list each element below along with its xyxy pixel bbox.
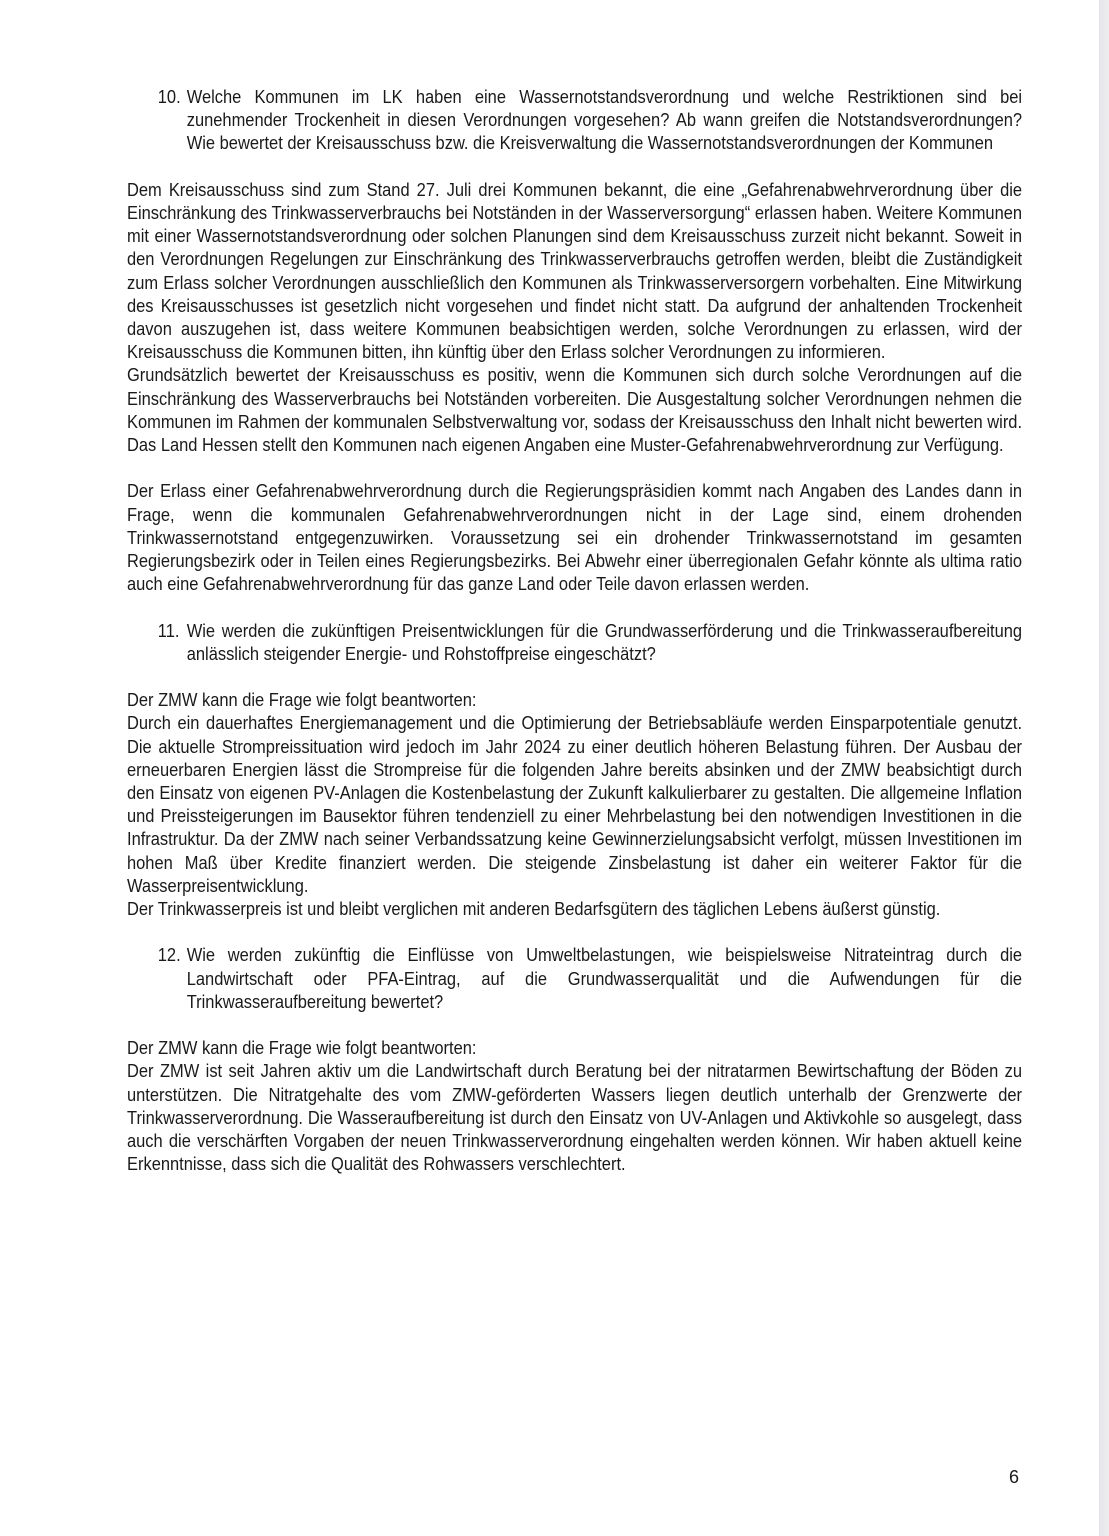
question-number: 10. xyxy=(157,87,181,107)
question-number: 11. xyxy=(157,620,180,641)
answer-paragraph: Der Trinkwasserpreis ist und bleibt verglichen mit anderen Bedarfsgütern des täglichen Lebens äußerst günstig. xyxy=(127,899,941,920)
question-number: 12. xyxy=(157,945,181,966)
answer-paragraph: Der ZMW ist seit Jahren aktiv um die Landwirtschaft durch Beratung bei der nitratarmen Bewirtschaftung der Böden zu unterstützen. Die Nitratgehalte des vom ZMW-geförderten Wassers liegen deutlich unterhalb der Grenzwerte der Trinkwasserverordnung. Die Wasseraufbereitung ist durch den Einsatz von UV-Anlagen und Aktivkohle so ausgelegt, dass auch die verschärften Vorgaben der neuen Trinkwasserverordnung eingehalten werden können. Wir haben aktuell keine Erkenntnisse, dass sich die Qualität des Rohwassers verschlechtert. xyxy=(127,1061,1023,1175)
answer-paragraph: Grundsätzlich bewertet der Kreisausschuss es positiv, wenn die Kommunen sich durch solche Verordnungen auf die Einschränkung des Wasserverbrauchs bei Notständen vorbereiten. Die Ausgestaltung solcher Verordnungen nehmen die Kommunen im Rahmen der kommunalen Selbstverwaltung vor, sodass der Kreisausschuss den Inhalt nicht bewerten wird. Das Land Hessen stellt den Kommunen nach eigenen Angaben eine Muster-Gefahrenabwehrverordnung zur Verfügung. xyxy=(127,365,1023,456)
question-text: Welche Kommunen im LK haben eine Wassernotstandsverordnung und welche Restriktionen sind bei zunehmender Trockenheit in diesen Verordnungen vorgesehen? Ab wann greifen die Notstandsverordnungen? Wie bewertet der Kreisausschuss bzw. die Kreisverwaltung die Wassernotstandsverordnungen der Kommunen xyxy=(186,87,1023,154)
answer-paragraph: Durch ein dauerhaftes Energiemanagement und die Optimierung der Betriebsabläufe werden Einsparpotentiale genutzt. Die aktuelle Strompreissituation wird jedoch im Jahr 2024 zu einer deutlich höheren Belastung führen. Der Ausbau der erneuerbaren Energien lässt die Strompreise für die folgenden Jahre bereits absinken und der ZMW beabsichtigt durch den Einsatz von eigenen PV-Anlagen die Kostenbelastung der Zukunft kalkulierbarer zu gestalten. Die allgemeine Inflation und Preissteigerungen im Bausektor führen tendenziell zu einer Mehrbelastung bei den notwendigen Investitionen in die Infrastruktur. Da der ZMW nach seiner Verbandssatzung keine Gewinnerzielungsabsicht verfolgt, müssen Investitionen im hohen Maß über Kredite finanziert werden. Die steigende Zinsbelastung ist daher ein weiterer Faktor für die Wasserpreisentwicklung. xyxy=(127,713,1023,896)
page-content xyxy=(127,86,1022,1176)
answer-intro: Der ZMW kann die Frage wie folgt beantworten: xyxy=(127,690,477,711)
question-text: Wie werden die zukünftigen Preisentwicklungen für die Grundwasserförderung und die Trinkwasseraufbereitung anlässlich steigender Energie- und Rohstoffpreise eingeschätzt? xyxy=(186,620,1023,664)
answer-paragraph: Der Erlass einer Gefahrenabwehrverordnung durch die Regierungspräsidien kommt nach Angaben des Landes dann in Frage, wenn die kommunalen Gefahrenabwehrverordnungen nicht in der Lage sind, einem drohenden Trinkwassernotstand entgegenzuwirken. Voraussetzung sei ein drohender Trinkwassernotstand im gesamten Regierungsbezirk oder in Teilen eines Regierungsbezirks. Bei Abwehr einer überregionalen Gefahr könnte als ultima ratio auch eine Gefahrenabwehrverordnung für das ganze Land oder Teile davon erlassen werden. xyxy=(127,481,1023,595)
page-number: 6 xyxy=(1009,1467,1020,1487)
answer-intro: Der ZMW kann die Frage wie folgt beantworten: xyxy=(127,1038,477,1059)
page-edge-scrollbar[interactable] xyxy=(1099,0,1109,1536)
question-10 xyxy=(158,86,1022,156)
answer-paragraph: Dem Kreisausschuss sind zum Stand 27. Juli drei Kommunen bekannt, die eine „Gefahrenabwehrverordnung über die Einschränkung des Trinkwasserverbrauchs bei Notständen in der Wasserversorgung“ erlassen haben. Weitere Kommunen mit einer Wassernotstandsverordnung oder solchen Planungen sind dem Kreisausschuss zurzeit nicht bekannt. Soweit in den Verordnungen Regelungen zur Einschränkung des Trinkwasserverbrauchs getroffen werden, bleibt die Zuständigkeit zum Erlass solcher Verordnungen ausschließlich den Kommunen als Trinkwasserversorgern vorbehalten. Eine Mitwirkung des Kreisausschusses ist gesetzlich nicht vorgesehen und findet nicht statt. Da aufgrund der anhaltenden Trockenheit davon auszugehen ist, dass weitere Kommunen beabsichtigen werden, solche Verordnungen zu erlassen, wird der Kreisausschuss die Kommunen bitten, ihn künftig über den Erlass solcher Verordnungen zu informieren. xyxy=(127,179,1023,363)
question-11 xyxy=(158,620,1022,666)
question-12 xyxy=(158,944,1022,1014)
question-text: Wie werden zukünftig die Einflüsse von Umweltbelastungen, wie beispielsweise Nitrateintrag durch die Landwirtschaft oder PFA-Eintrag, auf die Grundwasserqualität und die Aufwendungen für die Trinkwasseraufbereitung bewertet? xyxy=(186,945,1023,1012)
